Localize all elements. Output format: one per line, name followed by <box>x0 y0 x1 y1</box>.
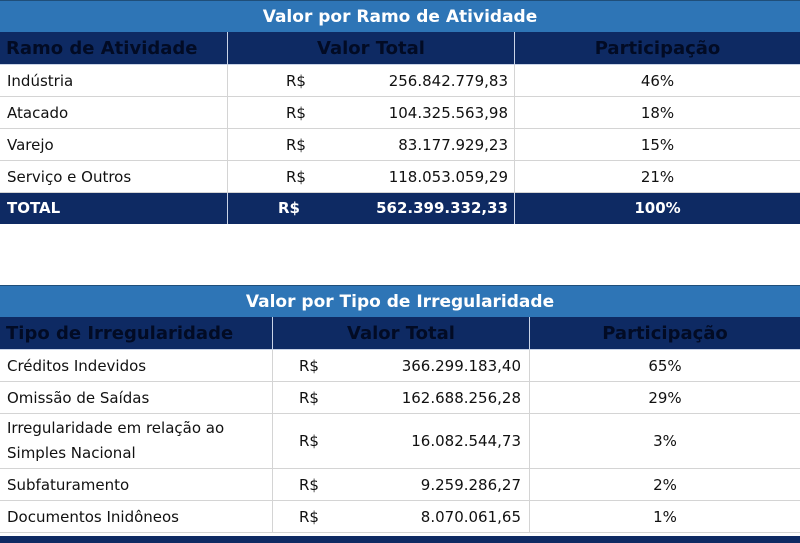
row-value: 366.299.183,40 <box>401 357 521 375</box>
row-value: 16.082.544,73 <box>411 432 521 450</box>
row-value-cell <box>228 65 515 96</box>
row-share: 65% <box>648 356 682 375</box>
row-value: 162.688.256,28 <box>401 389 521 407</box>
row-share: 29% <box>648 388 682 407</box>
header-valor-total: Valor Total <box>273 317 530 349</box>
currency-symbol: R$ <box>286 136 306 154</box>
total-label: TOTAL <box>0 193 228 224</box>
row-value: 83.177.929,23 <box>398 136 508 154</box>
table-title: Valor por Tipo de Irregularidade <box>0 285 800 317</box>
currency-symbol: R$ <box>299 357 319 375</box>
table-ramo-atividade <box>0 0 800 224</box>
currency-symbol: R$ <box>299 476 319 494</box>
table-row <box>0 161 800 193</box>
row-label: Subfaturamento <box>0 469 273 500</box>
row-value: 256.842.779,83 <box>388 72 508 90</box>
currency-symbol: R$ <box>286 72 306 90</box>
row-share: 18% <box>640 103 675 122</box>
table-row <box>0 469 800 501</box>
total-value-cell <box>228 193 515 224</box>
header-ramo: Ramo de Atividade <box>0 32 228 64</box>
row-share: 3% <box>653 432 677 450</box>
row-value-cell <box>273 414 530 468</box>
row-share: 15% <box>640 135 675 154</box>
header-row <box>0 32 800 65</box>
row-value-cell <box>273 382 530 413</box>
row-label: Serviço e Outros <box>0 161 228 192</box>
header-participacao: Participação <box>594 37 721 59</box>
row-value: 118.053.059,29 <box>388 168 508 186</box>
currency-symbol: R$ <box>278 199 300 217</box>
total-share: 100% <box>634 199 681 217</box>
row-value-cell <box>228 161 515 192</box>
table-tipo-irregularidade <box>0 285 800 533</box>
row-label: Documentos Inidôneos <box>0 501 273 532</box>
currency-symbol: R$ <box>286 104 306 122</box>
row-label: Varejo <box>0 129 228 160</box>
table-row <box>0 501 800 533</box>
table-title: Valor por Ramo de Atividade <box>0 0 800 32</box>
row-label: Créditos Indevidos <box>0 350 273 381</box>
table-row <box>0 97 800 129</box>
table-row <box>0 350 800 382</box>
currency-symbol: R$ <box>299 389 319 407</box>
row-share: 1% <box>653 507 677 526</box>
row-label: Irregularidade em relação ao Simples Nacional <box>0 414 273 468</box>
row-value: 8.070.061,65 <box>420 508 521 526</box>
row-value-cell <box>273 350 530 381</box>
header-participacao: Participação <box>602 322 728 344</box>
row-share: 21% <box>640 167 675 186</box>
table-row <box>0 65 800 97</box>
currency-symbol: R$ <box>299 508 319 526</box>
row-value-cell <box>228 129 515 160</box>
row-value: 104.325.563,98 <box>388 104 508 122</box>
currency-symbol: R$ <box>299 432 319 450</box>
row-share: 2% <box>653 475 677 494</box>
header-tipo: Tipo de Irregularidade <box>0 317 273 349</box>
row-value-cell <box>273 469 530 500</box>
row-label: Omissão de Saídas <box>0 382 273 413</box>
table-row <box>0 382 800 414</box>
table-row <box>0 414 800 469</box>
table-row <box>0 129 800 161</box>
total-row <box>0 193 800 224</box>
row-value-cell <box>228 97 515 128</box>
row-share: 46% <box>640 71 675 90</box>
header-valor-total: Valor Total <box>228 32 515 64</box>
row-label: Indústria <box>0 65 228 96</box>
total-value: 562.399.332,33 <box>376 199 508 217</box>
row-value: 9.259.286,27 <box>420 476 521 494</box>
currency-symbol: R$ <box>286 168 306 186</box>
row-label: Atacado <box>0 97 228 128</box>
row-value-cell <box>273 501 530 532</box>
table-bottom-bar <box>0 536 800 543</box>
header-row <box>0 317 800 350</box>
